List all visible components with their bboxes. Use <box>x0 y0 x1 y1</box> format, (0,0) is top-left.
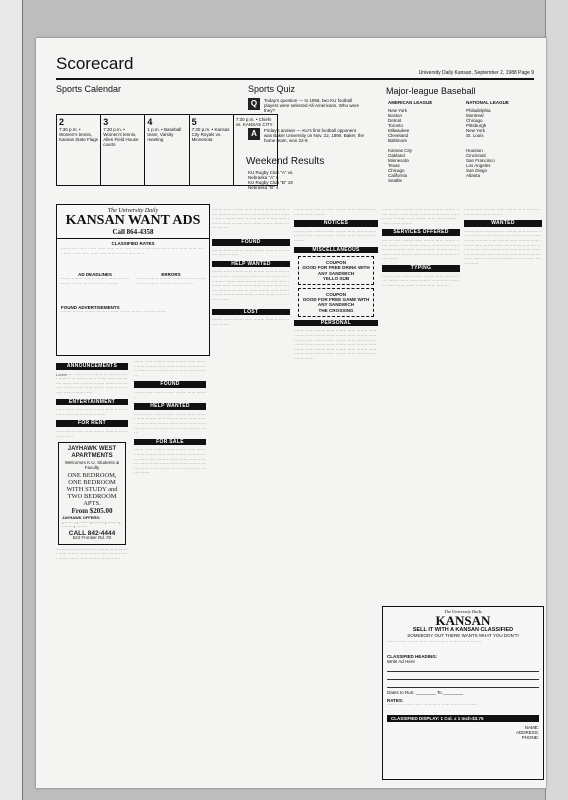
form-ad-text-area[interactable]: Write Ad Here <box>387 659 415 664</box>
al-east-standings: New York Boston Detroit Toronto Milwaukee Cleveland Baltimore <box>388 108 410 143</box>
sports-calendar-title: Sports Calendar <box>56 84 122 94</box>
help-wanted-header: HELP WANTED <box>212 261 290 268</box>
result-line: Nebraska "A" 6 <box>248 175 279 180</box>
jayhawk-ad-price: From $205.00 <box>71 507 113 516</box>
form-to-label: To <box>436 690 442 695</box>
coupon-title: COUPON <box>325 260 347 266</box>
right-page-edge <box>545 0 568 800</box>
sports-calendar-grid <box>56 114 278 186</box>
classified-order-form: The University Daily KANSAN SELL IT WITH A KANSAN CLASSIFIED SOMEBODY OUT THERE WANTS WHAT YOU DON'T! ········ ······ ········ ······ ········ ······ ········ ······ ········ CLASSIFIED HEADING: Write Ad Here Dates to Run: ________ To ________ RATES: ······ ······ ······ ······ ······ ······ ······ ······ ······ ······ CLASSIFIED DISPLAY: 1 Col. x 1 Inch-$3.75 NAME: ADDRESS: PHONE: <box>382 606 544 780</box>
dateline: University Daily Kansan, September 2, 1988 Page 9 <box>418 70 534 76</box>
day-number: 2 <box>59 117 65 127</box>
form-heading-field[interactable]: CLASSIFIED HEADING: <box>387 654 438 659</box>
services-offered-header: SERVICES OFFERED <box>382 229 460 236</box>
day-number: 5 <box>191 117 197 127</box>
form-headline: SELL IT WITH A KANSAN CLASSIFIED <box>412 627 514 633</box>
typing-header: TYPING <box>382 265 460 272</box>
sports-quiz-title: Sports Quiz <box>248 84 296 94</box>
want-ads-phone: Call 864-4358 <box>112 228 154 236</box>
miscellaneous-header: MISCELLANEOUS <box>294 247 378 254</box>
personal-header: PERSONAL <box>294 320 378 327</box>
al-label: AMERICAN LEAGUE <box>388 100 433 105</box>
form-subhead: SOMEBODY OUT THERE WANTS WHAT YOU DON'T! <box>407 633 519 638</box>
result-line: KU Rugby Club "B" 19 <box>248 180 293 185</box>
form-name-field[interactable]: NAME: <box>524 725 539 730</box>
wanted-header: WANTED <box>464 220 542 227</box>
newspaper-page <box>36 38 546 788</box>
notices-header: NOTICES <box>294 220 378 227</box>
day-events: 7:30 p.m. • Women's tennis, Allen Field House courts <box>103 127 139 147</box>
column-6: ········ ······ ········ ······ ········ ······ ········ ······ ········ ······ ········ WANTED ········ ······ ········ ······ ········ ······ ········ ······ ········ ······ ········ ······ ········ ······ ········ ······ ········ ······ ········ ······ ········ ······ ········ ······ ········ ······ ········ ······ ········ ······ ········ ······ ········ ······ ········ ······ ········ ······ ········ ······ ········ ······ ········ ······ ········ ······ ········ ······ ········ ······ ········ ······ ········ <box>464 208 542 266</box>
page-masthead <box>56 54 534 80</box>
nl-label: NATIONAL LEAGUE <box>466 100 509 105</box>
jayhawk-ad-title: JAYHAWK WEST APARTMENTS <box>67 446 117 459</box>
want-ads-masthead: The University Daily <box>107 208 159 214</box>
nl-east-standings: Philadelphia Montreal Chicago Pittsburgh New York St. Louis <box>466 108 491 138</box>
coupon-title: COUPON <box>325 291 347 297</box>
quiz-question: Today's question — In 1958, two KU football players were selected All-Americans. Who were they? <box>264 98 360 113</box>
announcements-header: ANNOUNCEMENTS <box>56 363 128 370</box>
day-number: 3 <box>103 117 109 127</box>
column-1: ANNOUNCEMENTS Lorem ···· ········ ····· ······ ··· ········ ······ ········ ···· ······· ········ ······ ······ ········ ···· ······· ······ ········ ········ ······· ····· ········ ······ ········ ······ ········ ······ ········ ······ ······· ········ ····· ENTERTAINMENT ······ ········ ····· ······ ········ ······ ······· ········ ······ ········ ······ ········ FOR RENT ······ ········ ····· ······ ········ ······ ······· ········ ······ JAYHAWK WEST APARTMENTS Welcomes K.U. Students & Faculty ONE BEDROOM, ONE BEDROOM WITH STUDY and TWO BEDROOM APTS. From $205.00 JAYHAWK OFFERS: • ········ • ········ • ········ • ········ • ········ • ········ CALL 842-4444 524 Frontier Rd. #2 ········ ······ ········ ······ ········ ······ ········ ······ ········ ······ ········ ······ ········ ······ ········ ······ ········ ······ ········ ······ <box>56 363 128 562</box>
coupon-brand: YELLO SUB <box>322 275 350 281</box>
calendar-day <box>101 115 145 185</box>
form-rates-label: RATES: <box>387 698 404 703</box>
entertainment-header: ENTERTAINMENT <box>56 399 128 406</box>
nl-west-standings: Houston Cincinnati San Francisco Los Angeles San Diego Atlanta <box>466 148 495 178</box>
want-ads-title: KANSAN WANT ADS <box>65 213 201 228</box>
column-3: ········ ······ ········ ······ ········ ······ ········ ······ ········ ······ ········ ······ ········ ······ ········ ······ ········ ······ ········ ······ ········ ······ ········ ······ ········ ······ ········ ······ ········ ······ ········ FOUND ········ ······ ········ ······ ········ ······ ········ ······ ········ ······ HELP WANTED ········ ······ ········ ······ ········ ······ ········ ······ ········ ······ ········ ······ ········ ······ ········ ······ ········ ······ ········ ······ ········ ······ ········ ······ ········ ······ ········ ······ ········ ······ ········ ······ ········ ······ ········ ······ ········ ······ ········ ······ ········ ······ ········ ······ ········ ······ LOST ········ ······ ········ ······ ········ ······ ········ ······ ········ <box>212 208 290 327</box>
column-4: ········ ······ ········ ······ ········ ······ ········ ······ ········ ······ ········ NOTICES ········ ······ ········ ······ ········ ······ ········ ······ ········ ······ ········ ······ ········ ······ ········ ······ ········ MISCELLANEOUS COUPON GOOD FOR FREE DRINK WITH ANY SANDWICH YELLO SUB COUPON GOOD FOR FREE GAME WITH ANY SANDWICH THE CROSSING PERSONAL ········ ······ ········ ······ ········ ······ ········ ······ ········ ······ ········ ······ ········ ······ ········ ······ ········ ······ ········ ······ ········ ······ ········ ······ ········ ······ ········ ······ ········ ······ ········ ······ ········ ······ ········ ······ ········ ······ ········ ······ ········ ······ ········ ······ ········ ······ ········ ······ ········ ······ <box>294 208 377 361</box>
found-header: FOUND <box>212 239 290 246</box>
coupon-brand: THE CROSSING <box>318 307 354 313</box>
form-title: KANSAN <box>435 613 491 628</box>
day-number: 4 <box>147 117 153 127</box>
jayhawk-ad-sub: Welcomes K.U. Students & Faculty <box>64 460 120 470</box>
rates-table: ······ ······ ······ ······ ······ ······ ······ ······ ······ ······ ······ ······ ······ ······ ······ ······ ······ ······ ······ ······ ······ ······ ······ ······ ······ <box>61 247 205 256</box>
day-events: 7:30 p.m. • Kansas City Royals vs. Minnesota <box>191 127 230 142</box>
form-rates-table: ······ ······ ······ ······ ······ ······ ······ ······ ······ ······ <box>387 703 477 707</box>
jayhawk-west-ad: JAYHAWK WEST APARTMENTS Welcomes K.U. Students & Faculty ONE BEDROOM, ONE BEDROOM WITH STUDY and TWO BEDROOM APTS. From $205.00 JAYHAWK OFFERS: • ········ • ········ • ········ • ········ • ········ • ········ CALL 842-4444 524 Frontier Rd. #2 <box>58 442 126 545</box>
jayhawk-ad-features-label: JAYHAWK OFFERS: <box>62 514 101 520</box>
form-phone-field[interactable]: PHONE: <box>521 735 539 740</box>
coupon-offer: GOOD FOR FREE DRINK WITH ANY SANDWICH <box>302 265 370 276</box>
result-line: KU Rugby Club "A" vs. <box>248 170 294 175</box>
help-wanted-header: HELP WANTED <box>134 403 206 410</box>
baseball-title: Major-league Baseball <box>386 86 476 96</box>
found-ads-text: ········ ········ ········ ········ ········ ········ ········ ········ ········ <box>61 310 166 314</box>
section-title: Scorecard <box>56 54 134 73</box>
coupon-offer: GOOD FOR FREE GAME WITH ANY SANDWICH <box>302 297 370 308</box>
lost-header: LOST <box>212 309 290 316</box>
calendar-day <box>57 115 101 185</box>
weekend-results-list <box>248 170 358 190</box>
found-ads-label: FOUND ADVERTISEMENTS <box>61 305 120 310</box>
rates-label: CLASSIFIED RATES <box>111 241 155 246</box>
day-events: 7:30 p.m. • Chiefs vs. KANSAS CITY <box>235 117 273 127</box>
found-header: FOUND <box>134 381 206 388</box>
for-sale-header: FOR SALE <box>134 439 206 446</box>
column-5: ········ ······ ········ ······ ········ ······ ········ ······ ········ ······ ········ ······ ········ ······ ········ ······ ········ ······ ········ ······ ········ ······ ········ ······ ········ SERVICES OFFERED ········ ······ ········ ······ ········ ······ ········ ······ ········ ······ ········ ······ ········ ······ ········ ······ ········ ······ ········ ······ ········ ······ ········ ······ ········ ······ ········ ······ ········ ······ ········ TYPING ········ ······ ········ ······ ········ ······ ········ ······ ········ ······ ········ ······ ········ ······ ········ ······ ········ ······ ········ ······ ········ <box>382 208 460 288</box>
quiz-q-logo: Q <box>248 98 260 110</box>
column-2: ········ ······ ········ ······ ········ ······ ········ ······ ········ ······ ········ ······ ········ ······ ········ ······ ········ ······ ········ ······ ········ FOUND ········ ······ ········ ······ ········ ······ ········ HELP WANTED ········ ······ ········ ······ ········ ······ ········ ······ ········ ······ ········ ······ ········ ······ ········ ······ ········ ······ ········ ······ ········ ······ ········ ······ ········ ······ ········ ······ FOR SALE ········ ······ ········ ······ ········ ······ ········ ······ ········ ······ ········ ······ ········ ······ ········ ······ ········ ······ ········ ······ ········ ······ ········ ······ ········ ······ ········ ······ ········ ······ ········ ······ ········ ······ ········ ······ <box>134 360 206 476</box>
deadlines-text: ········ ········ ········ ········ ········ ········ ········ ········ ········ ········ ········ <box>60 277 130 286</box>
deadlines-label: AD DEADLINES <box>78 272 112 277</box>
jayhawk-ad-address: 524 Frontier Rd. #2 <box>72 535 112 541</box>
al-west-standings: Kansas City Oakland Minnesota Texas Chicago California Seattle <box>388 148 413 183</box>
jayhawk-ad-call: CALL 842-4444 <box>68 529 116 537</box>
coupon-yello-sub <box>298 256 374 285</box>
left-page-edge <box>0 0 23 800</box>
form-masthead: The University Daily <box>444 609 482 614</box>
form-dates-label: Dates to Run: <box>387 690 415 695</box>
errors-text: ········ ········ ········ ········ ········ ········ ········ ········ ········ ········ ········ <box>136 277 206 286</box>
jayhawk-ad-offer: ONE BEDROOM, ONE BEDROOM WITH STUDY and TWO BEDROOM APTS. <box>66 472 118 508</box>
calendar-day <box>145 115 189 185</box>
quiz-a-logo: A <box>248 128 260 140</box>
day-events: 1 p.m. • Baseball team, Varsity meeting <box>147 127 182 142</box>
for-rent-header: FOR RENT <box>56 420 128 427</box>
coupon-crossing <box>298 288 374 317</box>
calendar-day <box>190 115 234 185</box>
result-line: Nebraska "B" 4 <box>248 185 279 190</box>
errors-label: ERRORS <box>161 272 181 277</box>
form-display-rate: CLASSIFIED DISPLAY: 1 Col. x 1 Inch-$3.75 <box>387 715 539 722</box>
form-address-field[interactable]: ADDRESS: <box>515 730 539 735</box>
quiz-answer: Friday's answer — KU's first football opponent was Baker University on Nov. 22, 1890. Baker, the home team, won 22-9. <box>264 128 364 143</box>
weekend-results-title: Weekend Results <box>246 156 325 167</box>
day-events: 7:30 p.m. • Women's tennis, Kansas State Flags <box>59 127 99 142</box>
form-instructions: ········ ······ ········ ······ ········ ······ ········ ······ ········ <box>387 640 482 644</box>
want-ads-box <box>56 204 210 356</box>
